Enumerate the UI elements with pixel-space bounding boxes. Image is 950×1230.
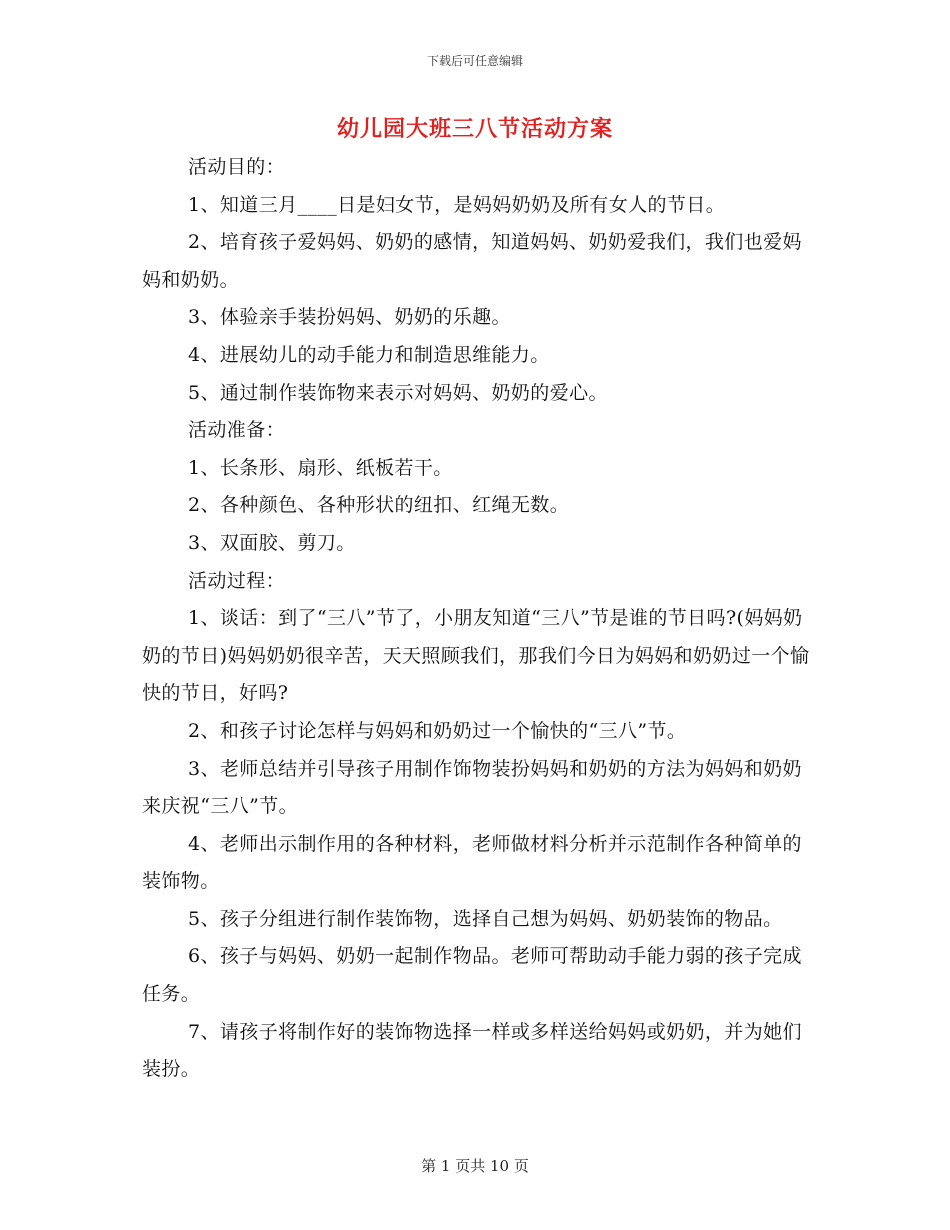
paragraph: 2、各种颜色、各种形状的纽扣、红绳无数。 xyxy=(188,494,570,517)
paragraph: 活动目的： xyxy=(188,156,286,178)
paragraph: 3、双面胶、剪刀。 xyxy=(188,531,356,554)
paragraph: 活动准备： xyxy=(188,419,286,442)
document-body xyxy=(142,149,810,1089)
paragraph: 5、孩子分组进行制作装饰物，选择自己想为妈妈、奶奶装饰的物品。 xyxy=(188,907,783,930)
paragraph: 2、培育孩子爱妈妈、奶奶的感情，知道妈妈、奶奶爱我们，我们也爱妈妈和奶奶。 xyxy=(142,231,802,291)
paragraph: 3、体验亲手装扮妈妈、奶奶的乐趣。 xyxy=(188,306,511,329)
paragraph: 1、知道三月____日是妇女节，是妈妈奶奶及所有女人的节日。 xyxy=(188,193,726,216)
paragraph: 1、长条形、扇形、纸板若干。 xyxy=(188,456,453,479)
paragraph: 3、老师总结并引导孩子用制作饰物装扮妈妈和奶奶的方法为妈妈和奶奶来庆祝“三八”节。 xyxy=(142,757,802,818)
page-header: 下载后可任意编辑 xyxy=(426,54,523,68)
paragraph: 活动过程： xyxy=(188,569,286,592)
paragraph: 5、通过制作装饰物来表示对妈妈、奶奶的爱心。 xyxy=(188,381,608,404)
paragraph: 4、老师出示制作用的各种材料，老师做材料分析并示范制作各种简单的装饰物。 xyxy=(142,832,802,893)
paragraph: 7、请孩子将制作好的装饰物选择一样或多样送给妈妈或奶奶，并为她们装扮。 xyxy=(142,1020,802,1081)
document-title: 幼儿园大班三八节活动方案 xyxy=(336,116,613,142)
paragraph: 4、进展幼儿的动手能力和制造思维能力。 xyxy=(188,343,550,366)
paragraph: 6、孩子与妈妈、奶奶一起制作物品。老师可帮助动手能力弱的孩子完成任务。 xyxy=(142,945,802,1006)
paragraph: 2、和孩子讨论怎样与妈妈和奶奶过一个愉快的“三八”节。 xyxy=(188,719,687,742)
page-footer: 第 1 页共 10 页 xyxy=(421,1157,529,1175)
paragraph: 1、谈话：到了“三八”节了，小朋友知道“三八”节是谁的节日吗?(妈妈奶奶的节日)妈妈奶奶很辛苦，天天照顾我们，那我们今日为妈妈和奶奶过一个愉快的节日，好吗? xyxy=(142,607,810,705)
